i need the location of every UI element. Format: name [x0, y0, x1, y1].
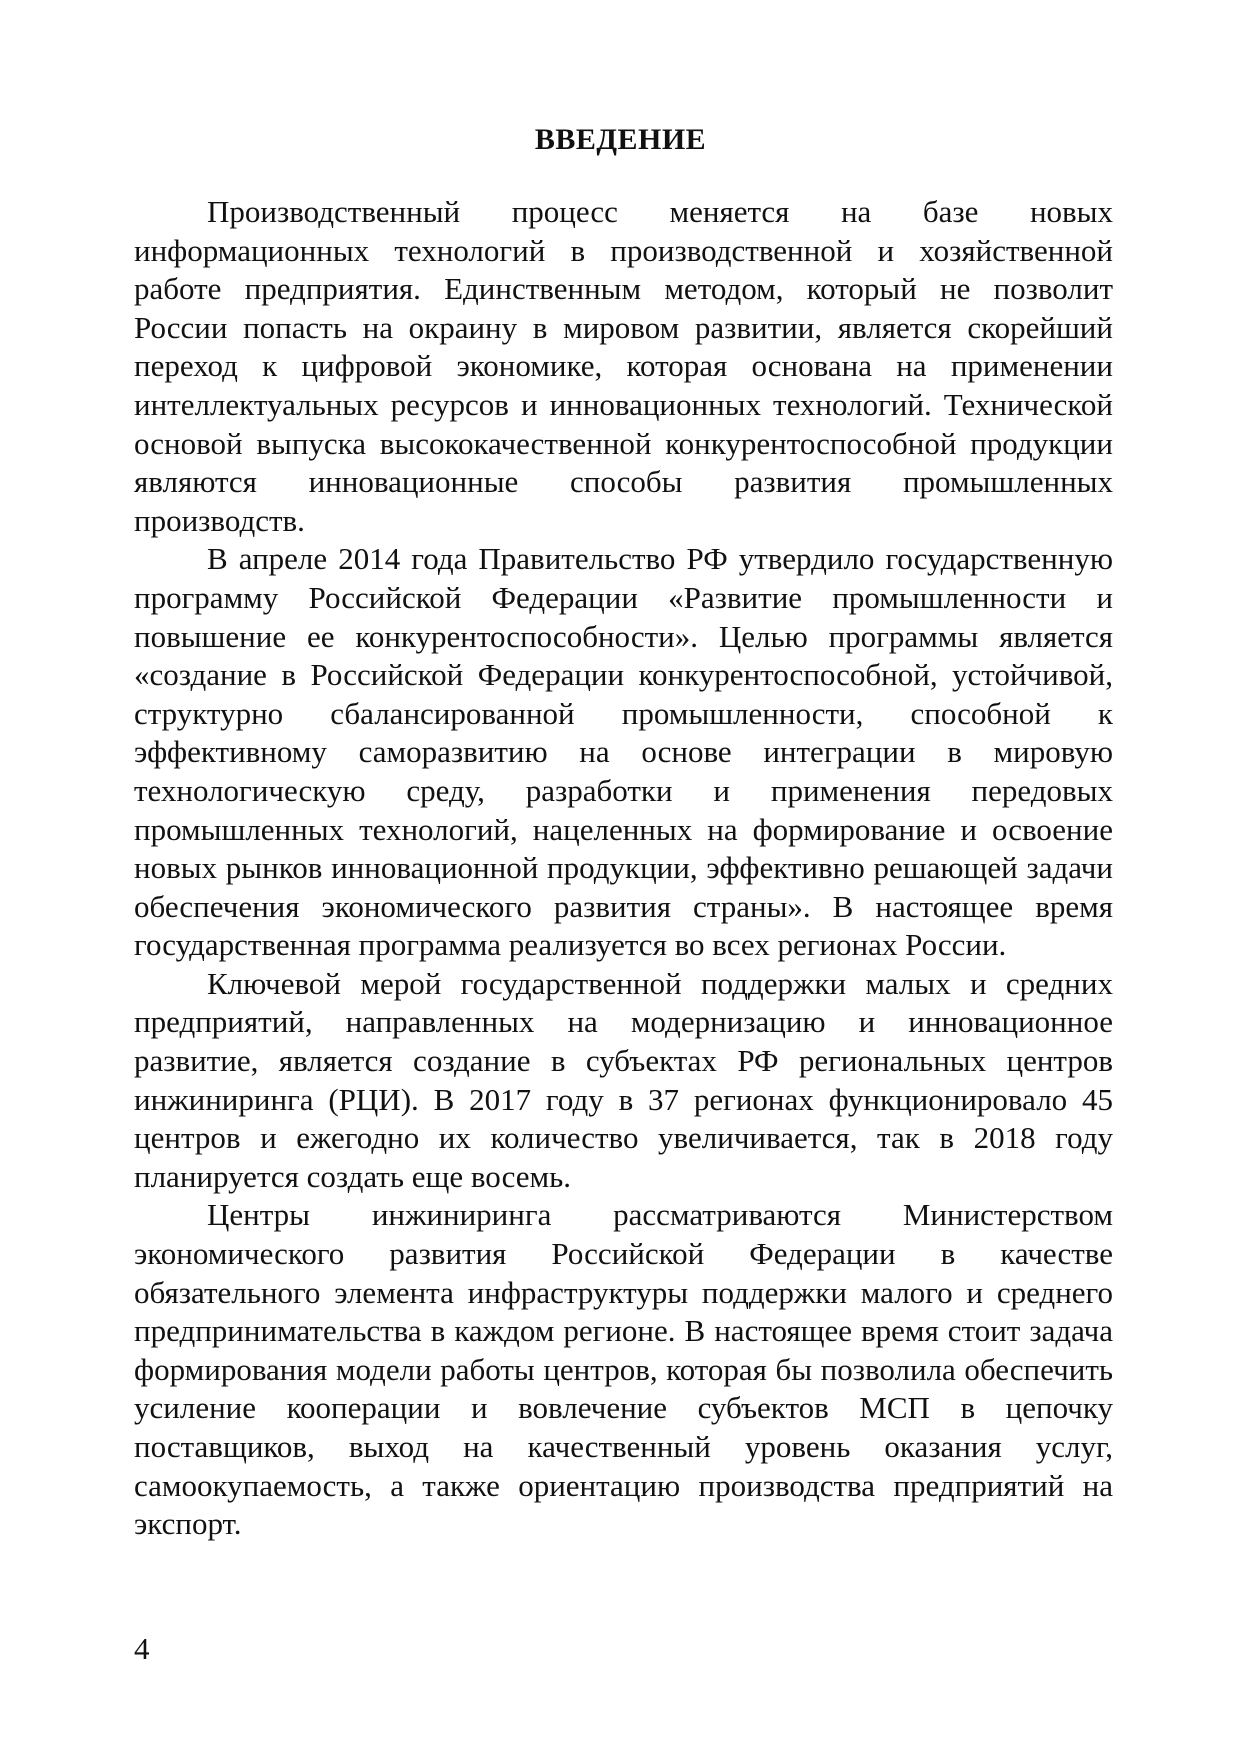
body-text [134, 193, 1113, 1544]
paragraph: Производственный процесс меняется на базе новых информационных технологий в производственной и хозяйственной работе предприятия. Единственным методом, который не позволит России попасть на окраину в мировом развитии, является скорейший переход к цифровой экономике, которая основана на применении интеллектуальных ресурсов и инновационных технологий. Технической основой выпуска высококачественной конкурентоспособной продукции являются инновационные способы развития промышленных производств. [134, 194, 1113, 538]
page-number: 4 [134, 1631, 150, 1666]
paragraph: В апреле 2014 года Правительство РФ утвердило государственную программу Российской Федерации «Развитие промышленности и повышение ее конкурентоспособности». Целью программы является «создание в Российской Федерации конкурентоспособной, устойчивой, структурно сбалансированной промышленности, способной к эффективному саморазвитию на основе интеграции в мировую технологическую среду, разработки и применения передовых промышленных технологий, нацеленных на формирование и освоение новых рынков инновационной продукции, эффективно решающей задачи обеспечения экономического развития страны». В настоящее время государственная программа реализуется во всех регионах России. [134, 541, 1113, 963]
paragraph: Центры инжиниринга рассматриваются Министерством экономического развития Российской Федерации в качестве обязательного элемента инфраструктуры поддержки малого и среднего предпринимательства в каждом регионе. В настоящее время стоит задача формирования модели работы центров, которая бы позволила обеспечить усиление кооперации и вовлечение субъектов МСП в цепочку поставщиков, выход на качественный уровень оказания услуг, самоокупаемость, а также ориентацию производства предприятий на экспорт. [134, 1197, 1113, 1542]
section-heading: ВВЕДЕНИЕ [534, 123, 707, 156]
paragraph: Ключевой мерой государственной поддержки малых и средних предприятий, направленных на модернизацию и инновационное развитие, является создание в субъектах РФ региональных центров инжиниринга (РЦИ). В 2017 году в 37 регионах функционировало 45 центров и ежегодно их количество увеличивается, так в 2018 году планируется создать еще восемь. [134, 965, 1113, 1194]
